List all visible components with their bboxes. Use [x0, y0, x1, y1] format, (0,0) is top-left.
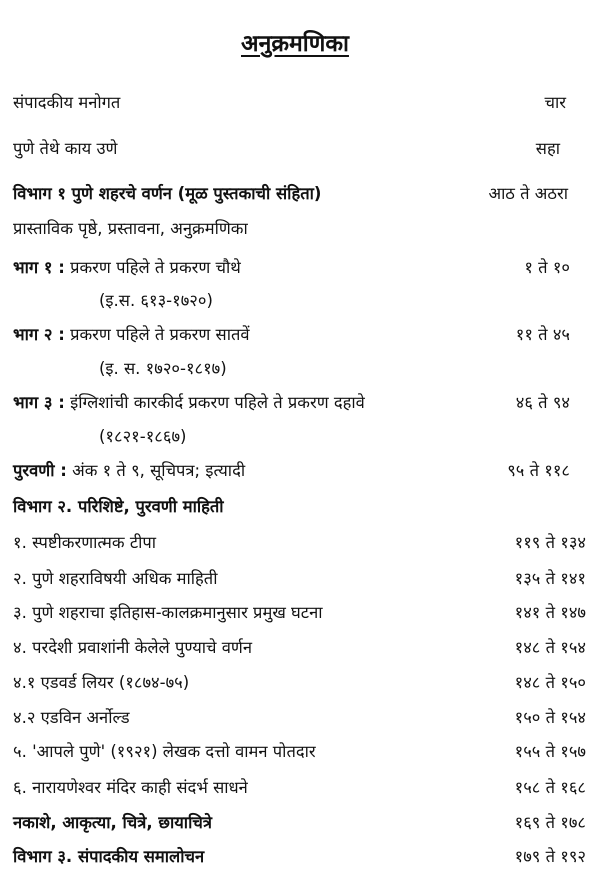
entry-label-part-2 [13, 324, 250, 346]
entry-label-part-3-dates: (१८२१-१८६७) [99, 427, 187, 446]
entry-page-section-1: आठ ते अठरा [488, 184, 568, 203]
entry-label-editorial: संपादकीय मनोगत [13, 93, 121, 112]
entry-label-section-1: विभाग १ पुणे शहरचे वर्णन (मूळ पुस्तकाची संहिता) [13, 184, 322, 203]
entry-page-part-2: ११ ते ४५ [515, 325, 570, 344]
entry-label-part-3-prefix: भाग ३ : [13, 393, 65, 412]
entry-page-part-3: ४६ ते ९४ [515, 393, 570, 412]
entry-page-pune: सहा [535, 139, 560, 158]
entry-label-part-1-dates: (इ.स. ६१३-१७२०) [99, 291, 213, 310]
entry-page-supplement: ९५ ते ११८ [507, 461, 570, 480]
entry-page-part-1: १ ते १० [524, 258, 570, 277]
entry-label-supplement-prefix: पुरवणी : [13, 461, 67, 480]
entry-label-appendix-2: २. पुणे शहराविषयी अधिक माहिती [13, 569, 218, 588]
entry-label-part-2-prefix: भाग २ : [13, 325, 65, 344]
entry-label-pune: पुणे तेथे काय उणे [13, 139, 118, 158]
entry-label-maps: नकाशे, आकृत्या, चित्रे, छायाचित्रे [13, 813, 212, 832]
entry-page-appendix-6: १५८ ते १६८ [514, 778, 586, 797]
entry-label-appendix-1: १. स्पष्टीकरणात्मक टीपा [13, 533, 157, 552]
entry-page-appendix-2: १३५ ते १४१ [514, 569, 586, 588]
entry-page-appendix-5: १५५ ते १५७ [514, 742, 586, 761]
entry-label-part-2-text: प्रकरण पहिले ते प्रकरण सातवें [64, 325, 250, 344]
entry-label-appendix-3: ३. पुणे शहराचा इतिहास-कालक्रमानुसार प्रमुख घटना [13, 603, 323, 622]
entry-label-supplement [13, 460, 245, 482]
entry-page-appendix-4-1: १४८ ते १५० [514, 673, 586, 692]
entry-page-appendix-3: १४१ ते १४७ [514, 603, 586, 622]
entry-page-editorial: चार [544, 93, 566, 112]
entry-label-appendix-6: ६. नारायणेश्वर मंदिर काही संदर्भ साधने [13, 778, 248, 797]
entry-page-section-3: १७९ ते १९२ [514, 847, 586, 866]
entry-page-maps: १६९ ते १७८ [514, 813, 586, 832]
entry-label-part-1-text: प्रकरण पहिले ते प्रकरण चौथे [64, 258, 241, 277]
entry-label-section-3: विभाग ३. संपादकीय समालोचन [13, 847, 205, 866]
entry-label-part-1-prefix: भाग १ : [13, 258, 65, 277]
page-title: अनुक्रमणिका [241, 31, 349, 57]
entry-label-preliminary: प्रास्ताविक पृष्ठे, प्रस्तावना, अनुक्रमणिका [13, 219, 248, 238]
entry-page-appendix-1: ११९ ते १३४ [514, 533, 586, 552]
entry-label-appendix-5: ५. 'आपले पुणे' (१९२१) लेखक दत्तो वामन पोतदार [13, 742, 316, 761]
entry-page-appendix-4-2: १५० ते १५४ [514, 708, 586, 727]
entry-label-part-3-text: इंग्लिशांची कारकीर्द प्रकरण पहिले ते प्रकरण दहावे [64, 393, 365, 412]
entry-label-appendix-4-1: ४.१ एडवर्ड लियर (१८७४-७५) [13, 673, 190, 692]
entry-page-appendix-4: १४८ ते १५४ [514, 638, 586, 657]
entry-label-appendix-4: ४. परदेशी प्रवाशांनी केलेले पुण्याचे वर्णन [13, 638, 253, 657]
entry-label-supplement-text: अंक १ ते ९, सूचिपत्र; इत्यादी [66, 461, 246, 480]
entry-label-part-3 [13, 392, 365, 414]
entry-label-section-2: विभाग २. परिशिष्टे, पुरवणी माहिती [13, 497, 224, 516]
entry-label-part-1 [13, 257, 241, 279]
entry-label-appendix-4-2: ४.२ एडविन अर्नोल्ड [13, 708, 130, 727]
entry-label-part-2-dates: (इ. स. १७२०-१८१७) [99, 359, 227, 378]
